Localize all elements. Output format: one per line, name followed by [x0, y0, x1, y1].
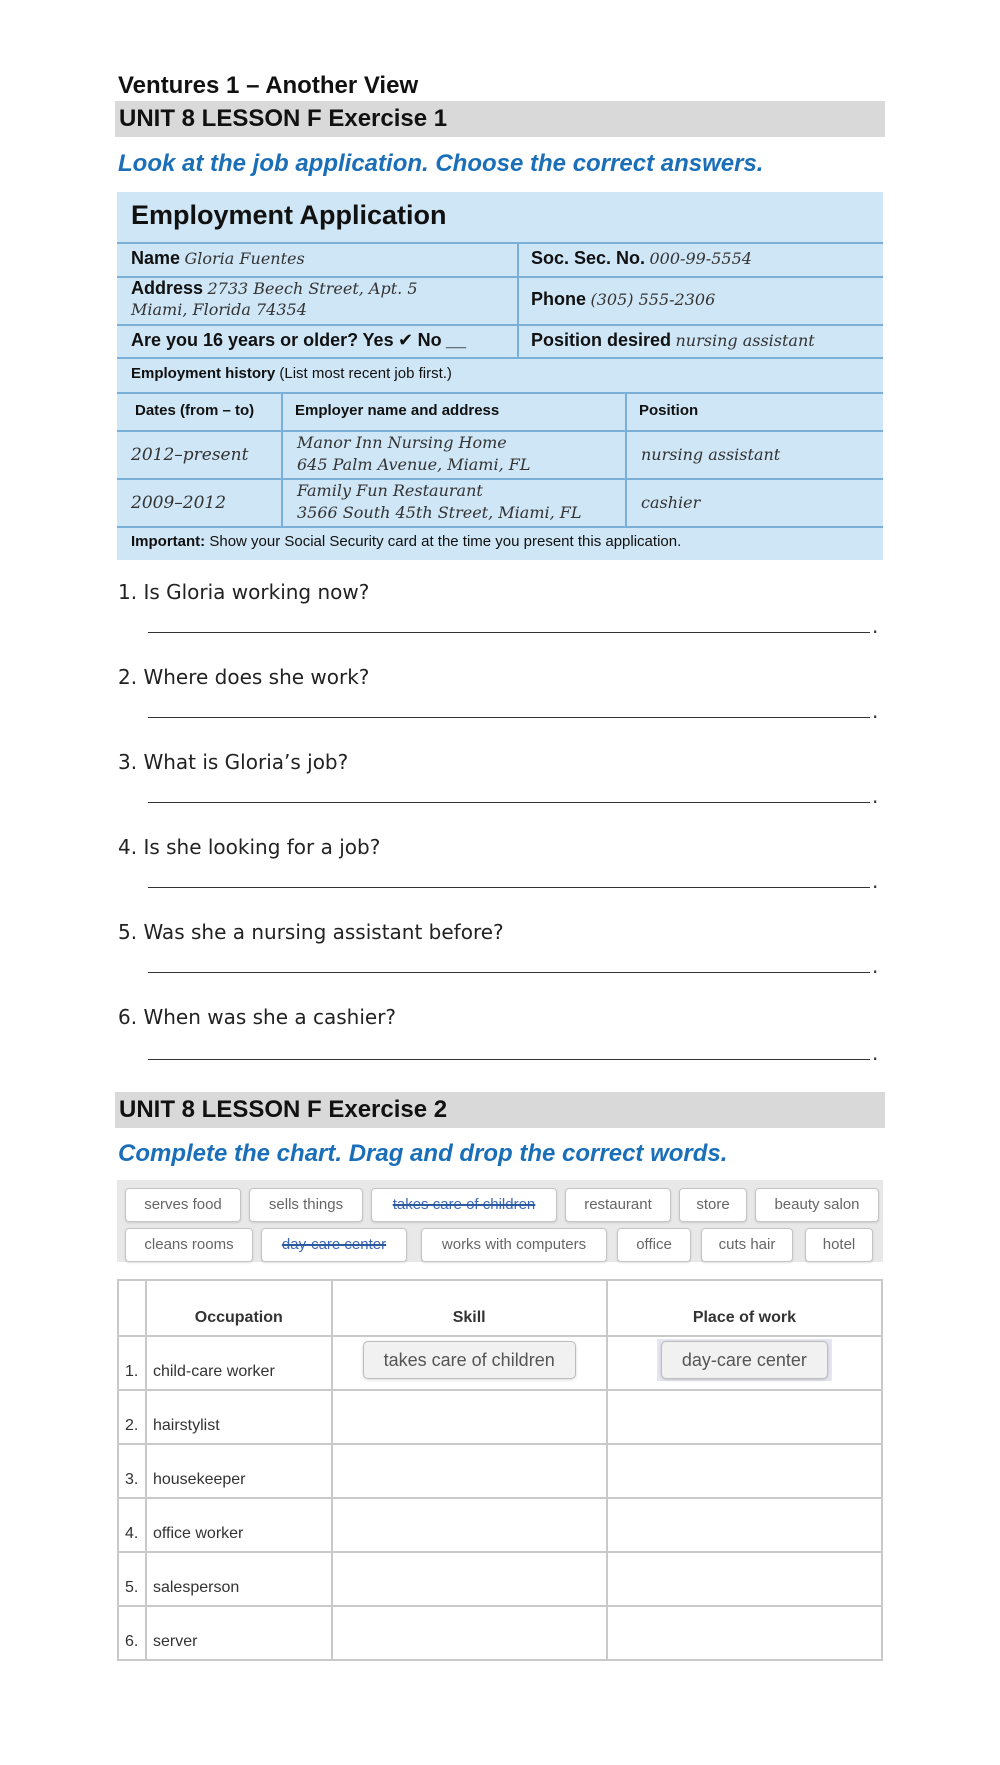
word-chip[interactable]: works with computers — [421, 1228, 607, 1262]
placed-place-chip[interactable]: day-care center — [661, 1341, 828, 1379]
word-chip[interactable]: cleans rooms — [125, 1228, 253, 1262]
word-chip-used[interactable]: takes care of children — [371, 1188, 557, 1222]
history-row1-dates: 2012–present — [131, 445, 249, 465]
exercise1-header: UNIT 8 LESSON F Exercise 1 — [115, 101, 885, 137]
question-6: 6. When was she a cashier? — [118, 1005, 397, 1029]
occupation-cell: office worker — [146, 1498, 332, 1552]
skill-drop-zone[interactable] — [332, 1390, 607, 1444]
ssn-value: 000-99-5554 — [649, 249, 752, 268]
word-chip[interactable]: beauty salon — [755, 1188, 879, 1222]
address-line2: Miami, Florida 74354 — [131, 300, 307, 319]
skill-drop-zone[interactable] — [332, 1606, 607, 1660]
skill-drop-zone[interactable] — [332, 1552, 607, 1606]
address-field: Address 2733 Beech Street, Apt. 5 — [131, 278, 418, 298]
answer-line-3[interactable] — [148, 802, 870, 803]
employment-history-label: Employment history (List most recent job first.) — [131, 365, 452, 382]
position-desired-field: Position desired nursing assistant — [531, 330, 815, 350]
chart-row — [118, 1552, 882, 1606]
place-drop-zone[interactable] — [607, 1552, 882, 1606]
row-number: 2. — [118, 1390, 146, 1444]
skill-drop-zone[interactable] — [332, 1498, 607, 1552]
answer-line-1[interactable] — [148, 632, 870, 633]
word-chip-used[interactable]: day-care center — [261, 1228, 407, 1262]
word-chip[interactable]: hotel — [805, 1228, 873, 1262]
occupation-cell: hairstylist — [146, 1390, 332, 1444]
answer-line-4[interactable] — [148, 887, 870, 888]
ssn-field: Soc. Sec. No. 000-99-5554 — [531, 248, 752, 268]
row-number: 4. — [118, 1498, 146, 1552]
history-row2-address: 3566 South 45th Street, Miami, FL — [297, 503, 582, 522]
question-1: 1. Is Gloria working now? — [118, 580, 370, 604]
question-3: 3. What is Gloria’s job? — [118, 750, 349, 774]
history-row2-employer: Family Fun Restaurant — [297, 481, 483, 500]
skill-drop-zone[interactable] — [332, 1336, 607, 1390]
answer-line-6[interactable] — [148, 1059, 870, 1060]
occupation-cell: housekeeper — [146, 1444, 332, 1498]
history-row1-employer: Manor Inn Nursing Home — [297, 433, 507, 452]
answer-line-5[interactable] — [148, 972, 870, 973]
check-icon: ✔ — [398, 330, 414, 350]
col-employer: Employer name and address — [295, 402, 500, 419]
word-chip[interactable]: store — [679, 1188, 747, 1222]
chart-row — [118, 1444, 882, 1498]
word-bank — [117, 1180, 883, 1262]
age-question: Are you 16 years or older? Yes ✔ No __ — [131, 330, 467, 350]
question-2: 2. Where does she work? — [118, 665, 370, 689]
exercise2-header: UNIT 8 LESSON F Exercise 2 — [115, 1092, 885, 1128]
phone-field: Phone (305) 555-2306 — [531, 289, 716, 309]
occupation-chart — [117, 1279, 883, 1663]
question-4: 4. Is she looking for a job? — [118, 835, 381, 859]
important-note: Important: Show your Social Security card at the time you present this application. — [131, 533, 682, 550]
history-row2-dates: 2009–2012 — [131, 493, 227, 513]
document-title: Ventures 1 – Another View — [118, 72, 419, 99]
occupation-cell: server — [146, 1606, 332, 1660]
chart-row — [118, 1498, 882, 1552]
word-chip[interactable]: office — [617, 1228, 691, 1262]
word-chip[interactable]: restaurant — [565, 1188, 671, 1222]
exercise1-instruction: Look at the job application. Choose the correct answers. — [118, 150, 764, 177]
word-chip[interactable]: cuts hair — [701, 1228, 793, 1262]
col-position: Position — [639, 402, 699, 419]
position-desired-value: nursing assistant — [675, 331, 815, 350]
word-chip[interactable]: serves food — [125, 1188, 241, 1222]
col-dates: Dates (from – to) — [135, 402, 255, 419]
occupation-cell: child-care worker — [146, 1336, 332, 1390]
phone-value: (305) 555-2306 — [590, 290, 716, 309]
chart-header-occupation: Occupation — [146, 1280, 332, 1336]
chart-header-place: Place of work — [607, 1280, 882, 1336]
row-number: 6. — [118, 1606, 146, 1660]
history-row2-position: cashier — [641, 493, 701, 512]
history-row1-address: 645 Palm Avenue, Miami, FL — [297, 455, 531, 474]
name-value: Gloria Fuentes — [184, 249, 305, 268]
row-number: 5. — [118, 1552, 146, 1606]
employment-application — [117, 192, 883, 560]
application-title: Employment Application — [131, 200, 447, 230]
chart-row — [118, 1606, 882, 1660]
place-drop-zone[interactable] — [607, 1336, 882, 1390]
chart-header-skill: Skill — [332, 1280, 607, 1336]
chart-row — [118, 1390, 882, 1444]
place-drop-zone[interactable] — [607, 1606, 882, 1660]
question-5: 5. Was she a nursing assistant before? — [118, 920, 504, 944]
exercise2-instruction: Complete the chart. Drag and drop the correct words. — [118, 1140, 728, 1167]
answer-line-2[interactable] — [148, 717, 870, 718]
occupation-cell: salesperson — [146, 1552, 332, 1606]
chart-row — [118, 1336, 882, 1390]
place-drop-zone[interactable] — [607, 1444, 882, 1498]
place-drop-zone[interactable] — [607, 1390, 882, 1444]
placed-skill-chip[interactable]: takes care of children — [363, 1341, 576, 1379]
history-row1-position: nursing assistant — [641, 445, 781, 464]
name-field: Name Gloria Fuentes — [131, 248, 305, 268]
skill-drop-zone[interactable] — [332, 1444, 607, 1498]
place-drop-zone[interactable] — [607, 1498, 882, 1552]
row-number: 3. — [118, 1444, 146, 1498]
word-chip[interactable]: sells things — [249, 1188, 363, 1222]
chart-header-num — [118, 1280, 146, 1336]
row-number: 1. — [118, 1336, 146, 1390]
